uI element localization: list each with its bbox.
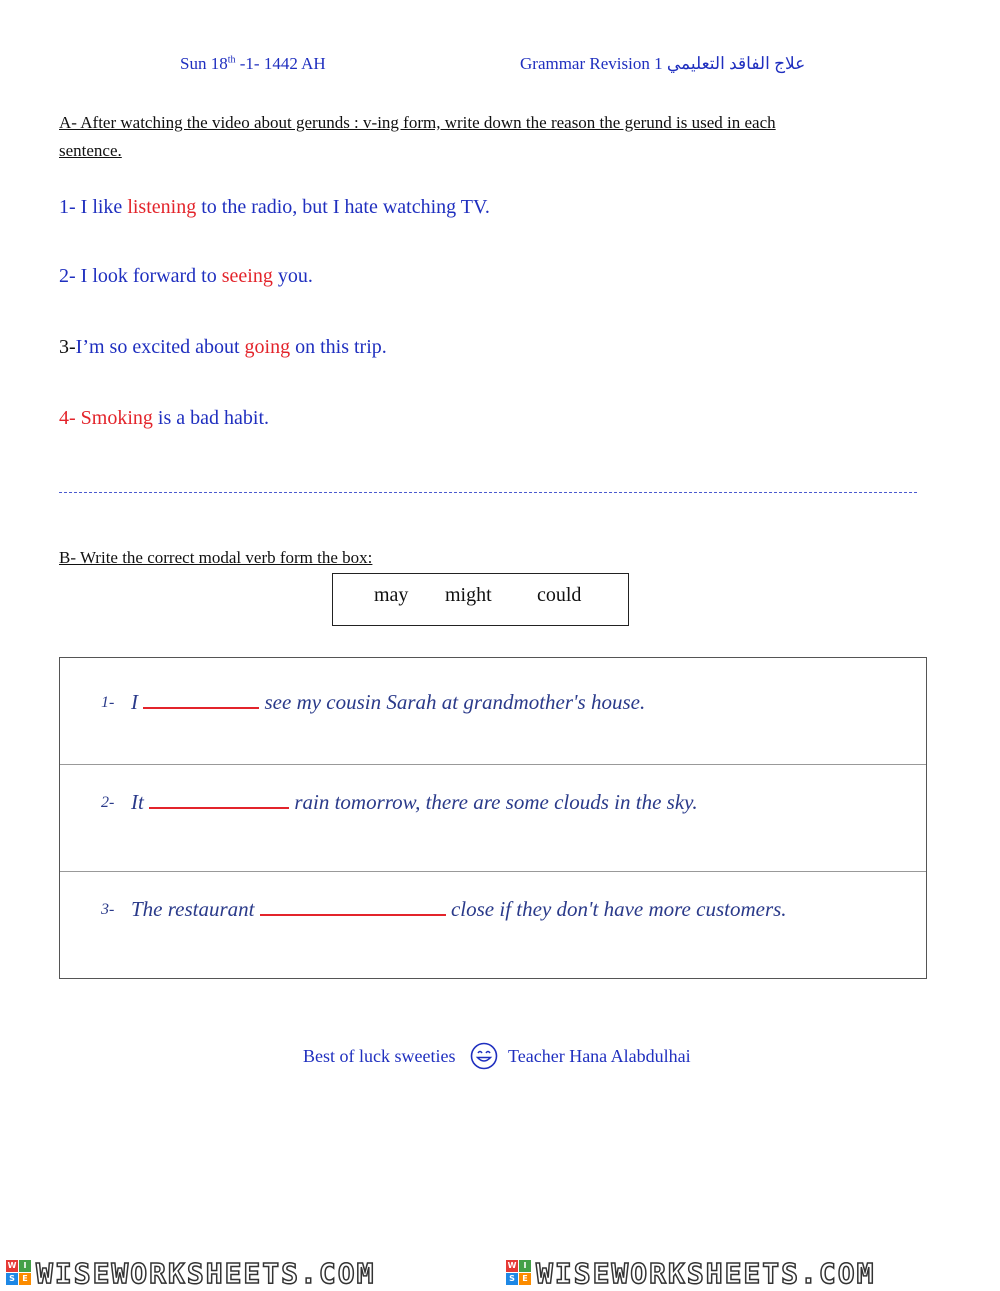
question-2-text [131, 789, 698, 815]
sentence-1-prefix: 1- I like [59, 196, 128, 218]
question-1-before: I [131, 690, 144, 714]
date-day: Sun 18 [180, 54, 228, 73]
question-2-before: It [131, 790, 150, 814]
logo-1-letter-e: E [19, 1273, 31, 1285]
date-suffix-sup: th [227, 54, 236, 66]
footer-teacher: Teacher Hana Alabdulhai [508, 1046, 691, 1066]
question-row-1 [60, 658, 926, 765]
question-2-blank[interactable] [149, 789, 289, 809]
question-1-blank[interactable] [143, 689, 259, 709]
sentence-3-prefix: I’m so excited about [75, 336, 245, 358]
section-b-instruction: B- Write the correct modal verb form the box: [59, 548, 373, 567]
sentence-1 [59, 196, 490, 219]
watermark-text-2: WISEWORKSHEETS.COM [536, 1257, 876, 1290]
sentence-2-suffix: you. [272, 265, 313, 287]
word-could: could [537, 584, 582, 606]
logo-2-letter-i: I [519, 1260, 531, 1272]
watermark-bar [0, 1257, 1000, 1290]
sentence-4 [59, 407, 269, 430]
watermark-logo-2 [506, 1260, 532, 1286]
question-2-number: 2- [101, 794, 115, 811]
sentence-4-prefix: 4- [59, 407, 81, 429]
word-may: may [374, 584, 409, 606]
sentence-4-suffix: is a bad habit. [152, 407, 270, 429]
question-3-blank[interactable] [260, 896, 446, 916]
question-table [59, 657, 927, 979]
sentence-1-gerund: listening [127, 196, 197, 218]
word-might: might [445, 584, 492, 606]
logo-1-letter-s: S [6, 1273, 18, 1285]
sentence-2-prefix: 2- I look forward to [59, 265, 222, 287]
question-3-number: 3- [101, 901, 115, 918]
logo-2-letter-w: W [507, 1261, 517, 1270]
sentence-4-gerund: Smoking [80, 407, 153, 429]
section-divider [59, 492, 917, 494]
question-3-after: close if they don't have more customers. [445, 897, 787, 921]
question-3-text [131, 896, 787, 922]
logo-1-letter-i: I [19, 1260, 31, 1272]
section-a-instruction-line1: A- After watching the video about gerunds : v-ing form, write down the reason the gerund is used in each [59, 113, 776, 132]
logo-2-letter-s: S [506, 1273, 518, 1285]
sentence-2-gerund: seeing [221, 265, 273, 287]
watermark-text-1: WISEWORKSHEETS.COM [36, 1257, 376, 1290]
section-a-instruction-line2: sentence. [59, 141, 122, 160]
date-rest: -1- 1442 AH [235, 54, 326, 73]
word-box [332, 573, 629, 626]
question-1-text [131, 689, 645, 715]
logo-2-letter-e: E [519, 1273, 531, 1285]
date-header [180, 54, 326, 74]
watermark-logo-1 [6, 1260, 32, 1286]
question-1-number: 1- [101, 694, 115, 711]
sentence-3-number: 3- [59, 336, 76, 358]
question-row-2 [60, 765, 926, 872]
question-1-after: see my cousin Sarah at grandmother's house. [259, 690, 646, 714]
smiley-icon [470, 1042, 498, 1070]
question-3-before: The restaurant [131, 897, 260, 921]
sentence-3-suffix: on this trip. [290, 336, 387, 358]
question-2-after: rain tomorrow, there are some clouds in the sky. [289, 790, 698, 814]
sentence-3 [59, 336, 387, 359]
page-title: Grammar Revision 1 علاج الفاقد التعليمي [520, 54, 806, 73]
sentence-2 [59, 265, 313, 288]
sentence-1-suffix: to the radio, but I hate watching TV. [196, 196, 490, 218]
question-row-3 [60, 872, 926, 978]
logo-1-letter-w: W [7, 1261, 17, 1270]
sentence-3-gerund: going [244, 336, 291, 358]
footer-greeting: Best of luck sweeties [303, 1046, 456, 1066]
